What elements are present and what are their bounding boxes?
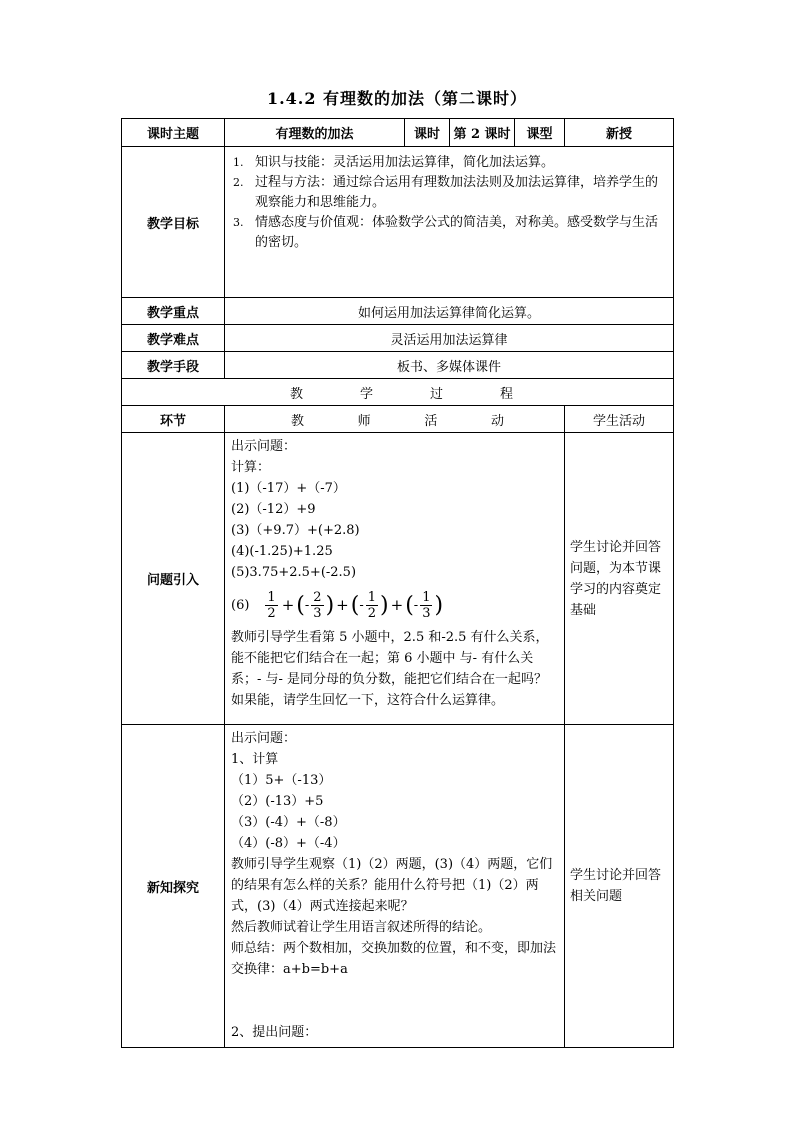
explore-line: 1、计算 (231, 752, 279, 767)
goal-item: 1. 知识与技能：灵活运用加法运算律，简化加法运算。 (233, 155, 555, 170)
process-title: 教 学 过 程 (122, 379, 674, 406)
key-point-label: 教学重点 (122, 298, 225, 325)
goals-content (225, 147, 674, 298)
fraction: $\frac{1}{2}$ (367, 589, 377, 621)
goal-item: 3. 情感态度与价值观：体验数学公式的简洁美，对称美。感受数学与生活的密切。 (233, 215, 659, 250)
explore-line: （1）5+（-13） (231, 773, 332, 788)
explore-student-activity: 学生讨论并回答相关问题 (565, 725, 674, 1048)
goals-label: 教学目标 (122, 147, 225, 298)
explore-line: （4）(-8）+（-4） (231, 836, 346, 851)
means-row (122, 352, 674, 379)
key-point-value: 如何运用加法运算律简化运算。 (225, 298, 674, 325)
period-value: 第 2 课时 (450, 119, 515, 147)
process-title-row (122, 379, 674, 406)
column-header-row (122, 406, 674, 433)
difficulty-value: 灵活运用加法运算律 (225, 325, 674, 352)
intro-row (122, 433, 674, 725)
goal-item: 2. 过程与方法：通过综合运用有理数加法法则及加法运算律，培养学生的观察能力和思维能力。 (233, 175, 659, 210)
fraction: $\frac{1}{3}$ (422, 589, 431, 621)
teacher-activity-header: 教 师 活 动 (225, 406, 565, 433)
means-value: 板书、多媒体课件 (225, 352, 674, 379)
header-row (122, 119, 674, 147)
intro-line: (3)（+9.7）+(+2.8) (231, 523, 360, 538)
intro-guidance: 教师引导学生看第 5 小题中，2.5 和-2.5 有什么关系，能不能把它们结合在一起；第 6 小题中 与- 有什么关系；- 与- 是同分母的负分数，能把它们结合在一起吗？如果能，请学生回忆一下，这符合什么运算律。 (231, 630, 549, 708)
intro-line: 计算： (231, 460, 271, 475)
goals-row (122, 147, 674, 298)
intro-teacher-content (225, 433, 565, 725)
intro-stage: 问题引入 (122, 433, 225, 725)
intro-line: (4)(-1.25)+1.25 (231, 544, 333, 559)
difficulty-row (122, 325, 674, 352)
fraction-expression: (6) $\frac{1}{2}$ + ( - $\frac{2}{3}$ ) + ( - $\frac{1}{2}$ ) + ( - $\frac{1}{3}$ ) (231, 589, 444, 621)
explore-line: 然后教师试着让学生用语言叙述所得的结论。 (231, 920, 492, 935)
explore-line: （3）(-4）+（-8） (231, 815, 346, 830)
page-title: 1.4.2 有理数的加法（第二课时） (266, 89, 528, 108)
fraction: $\frac{2}{3}$ (313, 589, 322, 621)
explore-line: 2、提出问题： (231, 1025, 318, 1040)
means-label: 教学手段 (122, 352, 225, 379)
goals-list (233, 153, 667, 253)
explore-line: （2）(-13）+5 (231, 794, 324, 809)
type-label: 课型 (515, 119, 565, 147)
intro-line: (2)（-12）+9 (231, 502, 316, 517)
intro-line: 出示问题： (231, 439, 297, 454)
period-label: 课时 (405, 119, 450, 147)
difficulty-label: 教学难点 (122, 325, 225, 352)
intro-line: (5)3.75+2.5+(-2.5) (231, 565, 357, 580)
explore-teacher-content (225, 725, 565, 1048)
student-activity-header: 学生活动 (565, 406, 674, 433)
topic-value: 有理数的加法 (225, 119, 405, 147)
explore-line: 教师引导学生观察（1)（2）两题，(3)（4）两题，它们的结果有怎么样的关系？能用什么符号把（1)（2）两式，(3)（4）两式连接起来呢？ (231, 857, 553, 914)
explore-line: 师总结：两个数相加，交换加数的位置，和不变，即加法交换律：a+b=b+a (231, 941, 557, 977)
fraction: $\frac{1}{2}$ (267, 589, 276, 621)
type-value: 新授 (565, 119, 674, 147)
explore-line: 出示问题： (231, 731, 297, 746)
stage-header: 环节 (122, 406, 225, 433)
intro-line: (1)（-17）+（-7） (231, 481, 346, 496)
intro-student-activity: 学生讨论并回答问题，为本节课学习的内容奠定基础 (565, 433, 674, 725)
explore-stage: 新知探究 (122, 725, 225, 1048)
lesson-plan-table (121, 118, 674, 1048)
key-point-row (122, 298, 674, 325)
topic-label: 课时主题 (122, 119, 225, 147)
explore-row (122, 725, 674, 1048)
